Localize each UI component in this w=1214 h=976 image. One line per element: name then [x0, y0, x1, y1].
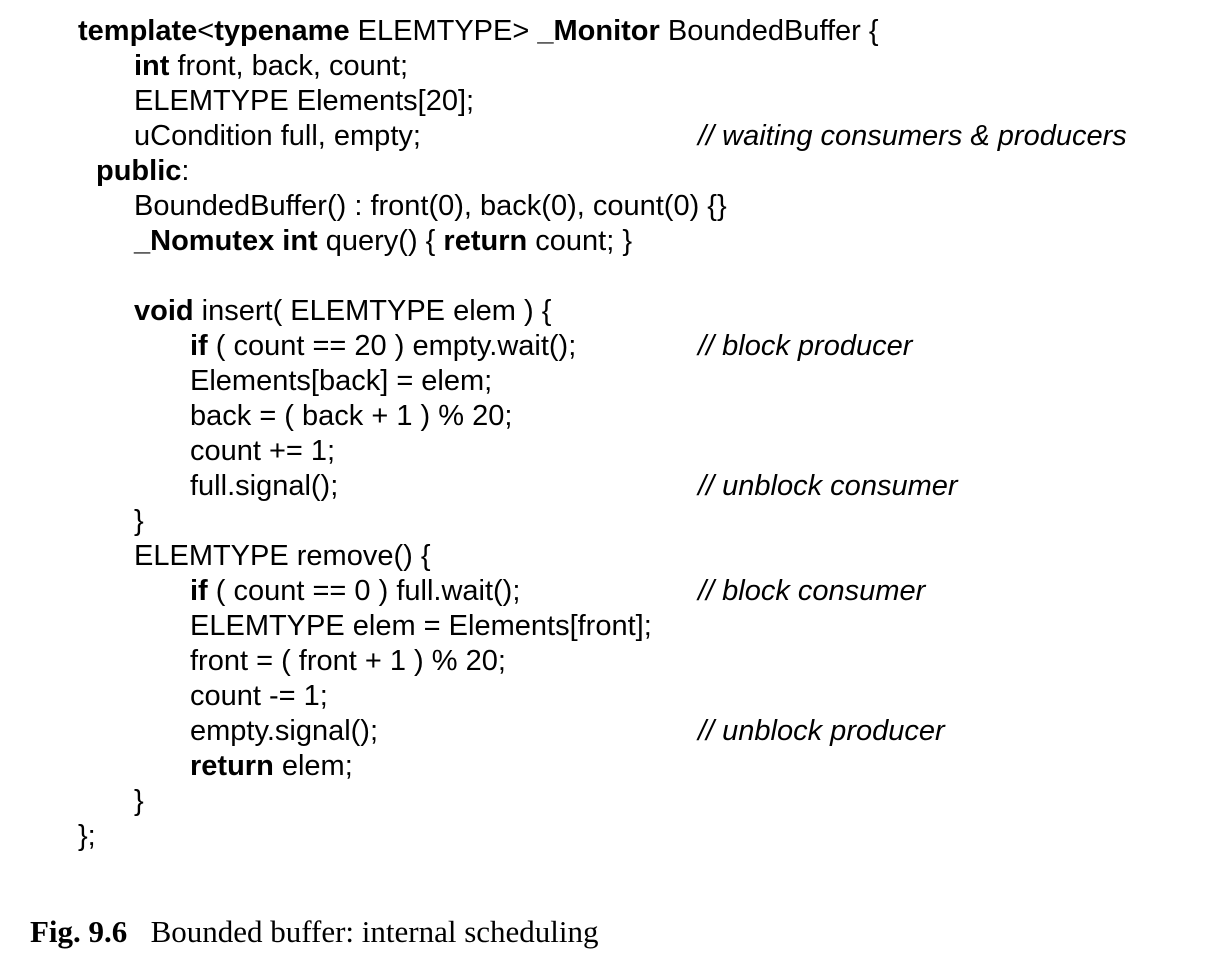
code-line [0, 364, 1214, 399]
code-text: ELEMTYPE remove() { [134, 540, 431, 572]
code-keyword: _Monitor [537, 15, 660, 47]
code-keyword: _Nomutex [134, 225, 275, 257]
code-line [0, 539, 1214, 574]
code-text: count; } [527, 225, 633, 257]
code-keyword: if [190, 575, 208, 607]
code-line [0, 469, 1214, 504]
code-text: full.signal(); [190, 470, 339, 502]
code-comment: // block consumer [698, 575, 926, 607]
code-line [0, 574, 1214, 609]
code-text: }; [78, 820, 96, 852]
code-line [0, 189, 1214, 224]
code-line [0, 714, 1214, 749]
code-text: ( count == 20 ) empty.wait(); [207, 330, 577, 362]
code-text: front = ( front + 1 ) % 20; [190, 645, 506, 677]
code-line [0, 609, 1214, 644]
code-text: ELEMTYPE Elements[20]; [134, 85, 475, 117]
code-text: elem; [273, 750, 353, 782]
code-text: } [134, 785, 144, 817]
code-line [0, 784, 1214, 819]
code-comment: // block producer [698, 330, 913, 362]
code-text: < [197, 15, 215, 47]
code-text: ELEMTYPE elem = Elements[front]; [190, 610, 652, 642]
code-text: ( count == 0 ) full.wait(); [207, 575, 521, 607]
code-text: count += 1; [190, 435, 336, 467]
code-line [0, 14, 1214, 49]
code-line [0, 679, 1214, 714]
code-line [0, 294, 1214, 329]
caption-spacer [127, 914, 150, 949]
code-keyword: int [134, 50, 170, 82]
code-keyword: int [282, 225, 318, 257]
code-text: Elements[back] = elem; [190, 365, 493, 397]
code-line [0, 259, 1214, 294]
code-line [0, 154, 1214, 189]
code-keyword: template [78, 15, 198, 47]
code-line [0, 504, 1214, 539]
figure-caption [30, 912, 599, 952]
code-line [0, 224, 1214, 259]
code-text: : [181, 155, 190, 187]
code-text: BoundedBuffer { [659, 15, 879, 47]
code-line [0, 644, 1214, 679]
code-comment: // unblock producer [698, 715, 945, 747]
code-line [0, 329, 1214, 364]
code-text: back = ( back + 1 ) % 20; [190, 400, 513, 432]
code-text: query() { [317, 225, 444, 257]
code-line [0, 84, 1214, 119]
code-comment: // unblock consumer [698, 470, 958, 502]
figure-label: Fig. 9.6 [30, 914, 128, 949]
code-line [0, 434, 1214, 469]
code-text: uCondition full, empty; [134, 120, 421, 152]
code-keyword: if [190, 330, 208, 362]
code-line [0, 119, 1214, 154]
code-line [0, 399, 1214, 434]
code-keyword: typename [214, 15, 350, 47]
code-text: } [134, 505, 144, 537]
code-text: insert( ELEMTYPE elem ) { [193, 295, 552, 327]
code-text: BoundedBuffer() : front(0), back(0), count(0) {} [134, 190, 727, 222]
code-text: front, back, count; [169, 50, 409, 82]
code-keyword: return [443, 225, 528, 257]
code-line [0, 819, 1214, 854]
code-line [0, 749, 1214, 784]
code-text: ELEMTYPE> [349, 15, 538, 47]
code-keyword: void [134, 295, 194, 327]
caption-text: Bounded buffer: internal scheduling [150, 914, 599, 949]
code-text: empty.signal(); [190, 715, 379, 747]
code-line [0, 49, 1214, 84]
code-keyword: public [96, 155, 182, 187]
code-listing [0, 14, 1214, 854]
code-text: count -= 1; [190, 680, 328, 712]
code-keyword: return [190, 750, 274, 782]
code-comment: // waiting consumers & producers [698, 120, 1127, 152]
